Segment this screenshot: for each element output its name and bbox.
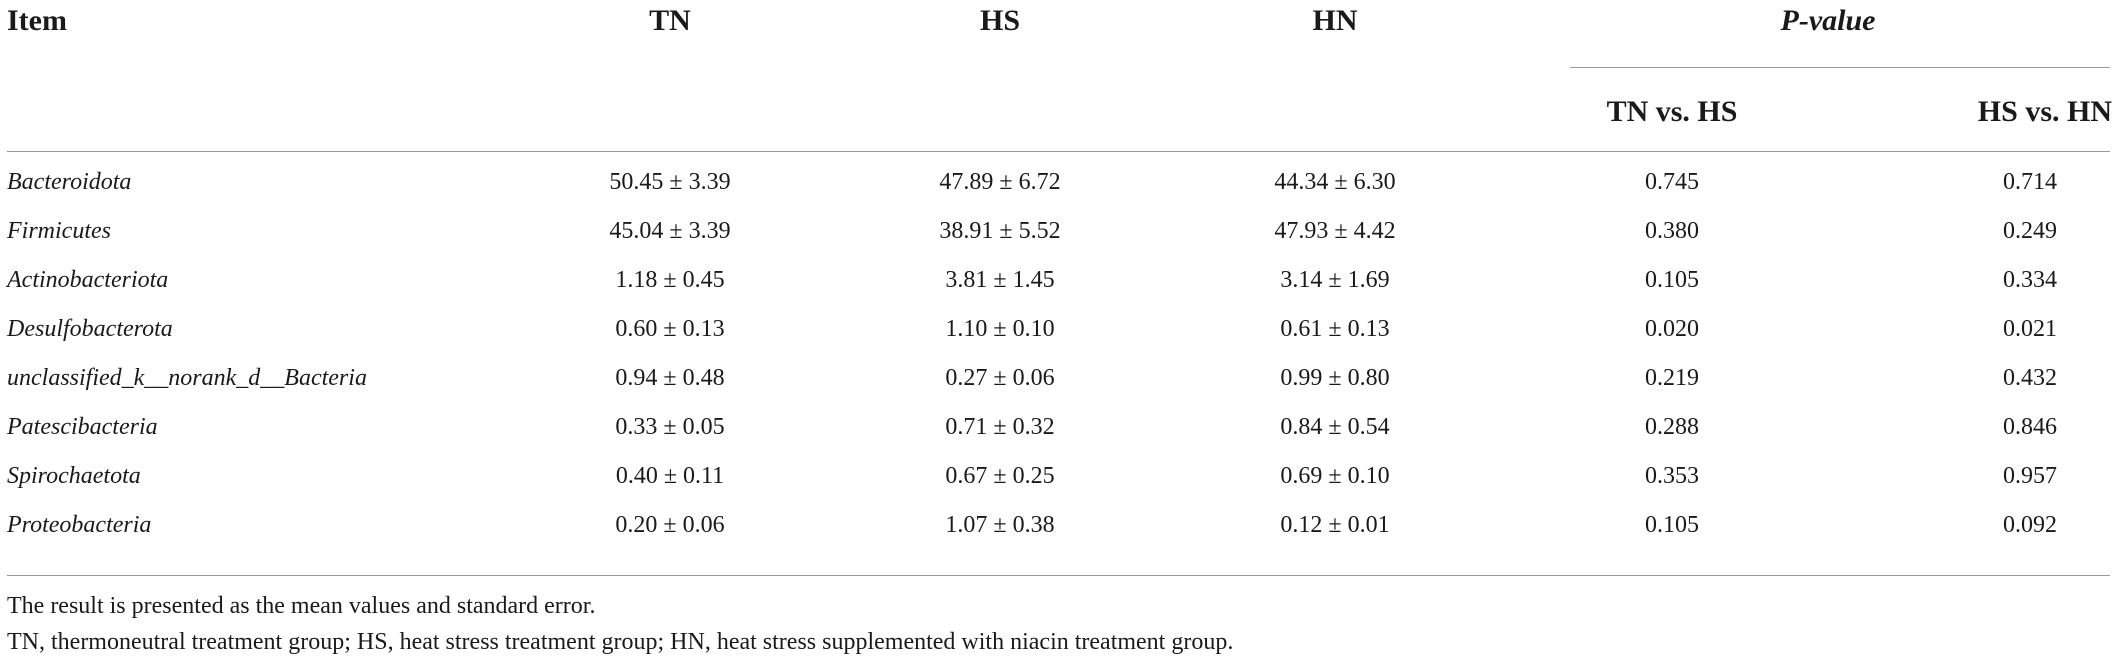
cell-p-tn-vs-hs: 0.353 <box>1645 463 1699 489</box>
table-bottom-rule <box>7 575 2110 576</box>
header-tn-vs-hs: TN vs. HS <box>1606 95 1738 128</box>
cell-hn: 0.84 ± 0.54 <box>1280 414 1390 440</box>
header-hs-vs-hn: HS vs. HN <box>1977 95 2112 128</box>
pvalue-spanner-rule <box>1570 67 2110 68</box>
cell-p-tn-vs-hs: 0.288 <box>1645 414 1699 440</box>
cell-item: Actinobacteriota <box>7 267 169 293</box>
cell-hn: 3.14 ± 1.69 <box>1280 267 1390 293</box>
footnote-1: The result is presented as the mean values and standard error. <box>7 593 596 619</box>
cell-item: unclassified_k__norank_d__Bacteria <box>7 365 367 391</box>
cell-p-hs-vs-hn: 0.432 <box>2003 365 2057 391</box>
cell-hs: 1.10 ± 0.10 <box>945 316 1055 342</box>
cell-p-tn-vs-hs: 0.219 <box>1645 365 1699 391</box>
cell-tn: 0.60 ± 0.13 <box>615 316 725 342</box>
cell-hn: 44.34 ± 6.30 <box>1274 169 1396 195</box>
cell-hn: 0.61 ± 0.13 <box>1280 316 1390 342</box>
cell-p-tn-vs-hs: 0.020 <box>1645 316 1699 342</box>
cell-p-hs-vs-hn: 0.714 <box>2003 169 2057 195</box>
cell-hs: 3.81 ± 1.45 <box>945 267 1055 293</box>
cell-p-hs-vs-hn: 0.021 <box>2003 316 2057 342</box>
cell-p-hs-vs-hn: 0.957 <box>2003 463 2057 489</box>
cell-hn: 47.93 ± 4.42 <box>1274 218 1396 244</box>
cell-item: Proteobacteria <box>7 512 152 538</box>
cell-p-hs-vs-hn: 0.846 <box>2003 414 2057 440</box>
cell-tn: 0.33 ± 0.05 <box>615 414 725 440</box>
cell-p-tn-vs-hs: 0.105 <box>1645 267 1699 293</box>
cell-tn: 0.20 ± 0.06 <box>615 512 725 538</box>
header-item: Item <box>7 4 67 37</box>
cell-hn: 0.99 ± 0.80 <box>1280 365 1390 391</box>
footnote-2: TN, thermoneutral treatment group; HS, heat stress treatment group; HN, heat stress supplemented with niacin treatment group. <box>7 629 1234 655</box>
header-tn: TN <box>649 4 691 37</box>
cell-tn: 45.04 ± 3.39 <box>609 218 731 244</box>
cell-item: Firmicutes <box>7 218 111 244</box>
cell-item: Spirochaetota <box>7 463 141 489</box>
header-rule <box>7 151 2110 152</box>
cell-tn: 0.94 ± 0.48 <box>615 365 725 391</box>
cell-tn: 1.18 ± 0.45 <box>615 267 725 293</box>
cell-hn: 0.69 ± 0.10 <box>1280 463 1390 489</box>
header-pvalue: P-value <box>1780 4 1876 37</box>
cell-hs: 0.71 ± 0.32 <box>945 414 1055 440</box>
cell-item: Desulfobacterota <box>7 316 173 342</box>
cell-p-hs-vs-hn: 0.249 <box>2003 218 2057 244</box>
cell-p-tn-vs-hs: 0.745 <box>1645 169 1699 195</box>
cell-tn: 0.40 ± 0.11 <box>615 463 725 489</box>
cell-hn: 0.12 ± 0.01 <box>1280 512 1390 538</box>
cell-tn: 50.45 ± 3.39 <box>609 169 731 195</box>
cell-hs: 1.07 ± 0.38 <box>945 512 1055 538</box>
cell-item: Bacteroidota <box>7 169 132 195</box>
cell-hs: 0.27 ± 0.06 <box>945 365 1055 391</box>
cell-hs: 38.91 ± 5.52 <box>939 218 1061 244</box>
cell-item: Patescibacteria <box>7 414 158 440</box>
cell-hs: 47.89 ± 6.72 <box>939 169 1061 195</box>
cell-p-tn-vs-hs: 0.105 <box>1645 512 1699 538</box>
cell-p-hs-vs-hn: 0.334 <box>2003 267 2057 293</box>
cell-p-hs-vs-hn: 0.092 <box>2003 512 2057 538</box>
header-hn: HN <box>1312 4 1358 37</box>
cell-p-tn-vs-hs: 0.380 <box>1645 218 1699 244</box>
cell-hs: 0.67 ± 0.25 <box>945 463 1055 489</box>
header-hs: HS <box>979 4 1021 37</box>
